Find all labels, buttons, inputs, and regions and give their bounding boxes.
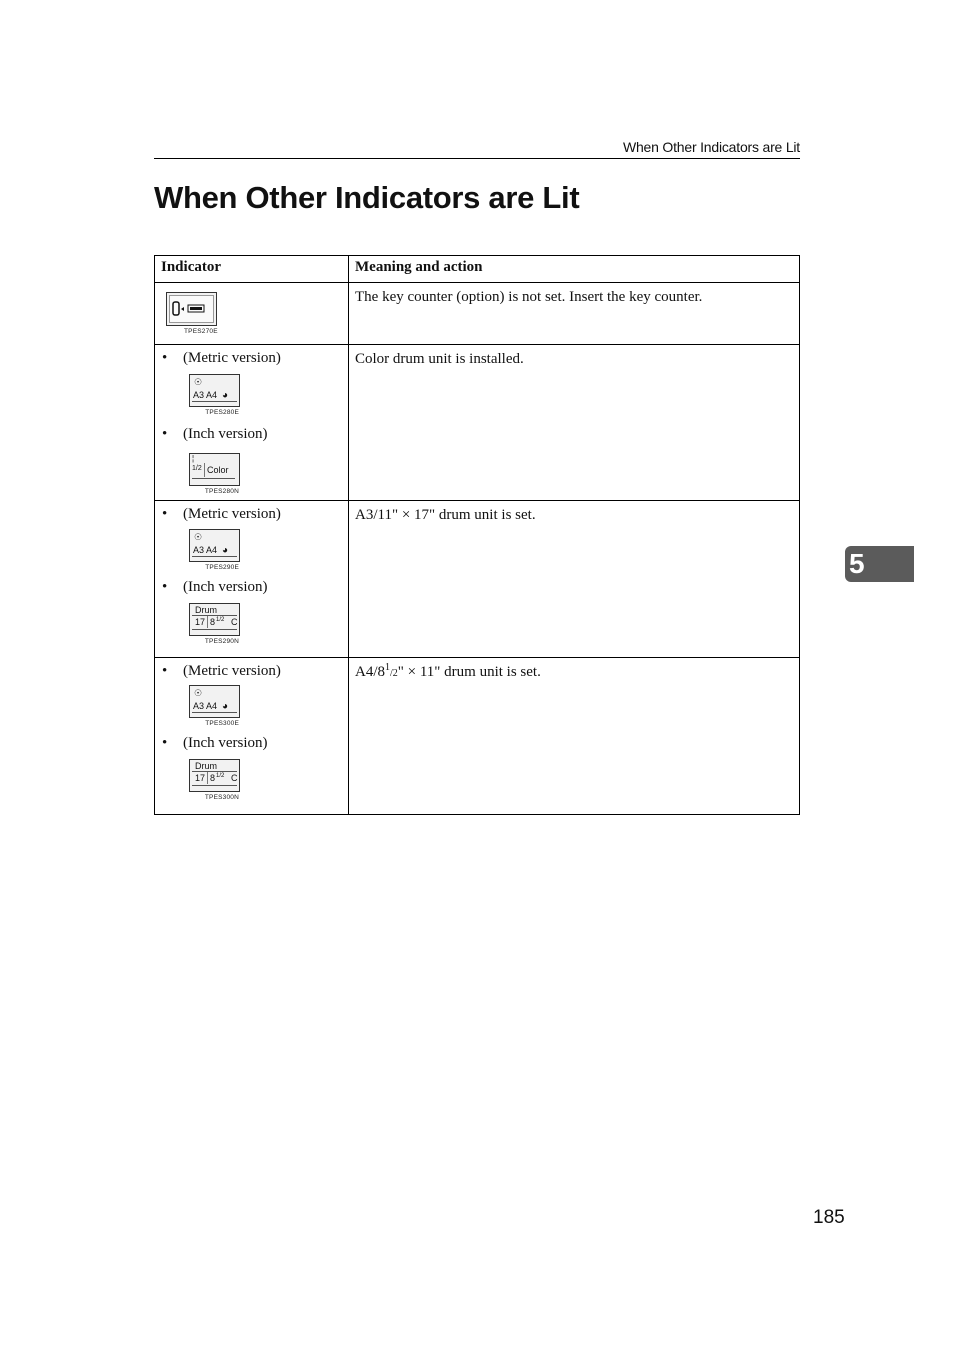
color-drum-icon: ◕ bbox=[222, 390, 229, 401]
size-frac-label: 1/2 bbox=[216, 617, 225, 623]
meaning-cell: Color drum unit is installed. bbox=[349, 345, 800, 501]
color-tail-label: C bbox=[231, 773, 238, 783]
indicator-cell bbox=[155, 501, 349, 658]
figure-code: TPES280E bbox=[205, 409, 239, 416]
figure-code: TPES270E bbox=[184, 328, 218, 335]
paper-size-label: A3 A4 bbox=[193, 701, 218, 711]
page-number: 185 bbox=[813, 1207, 845, 1228]
paper-size-label: A3 A4 bbox=[193, 390, 218, 400]
size-frac-label: 1/2 bbox=[216, 773, 225, 779]
size-8-label: 8 bbox=[210, 617, 216, 627]
figure-code: TPES300N bbox=[204, 794, 239, 801]
drum-label: Drum bbox=[195, 605, 217, 615]
indicator-cell bbox=[155, 658, 349, 815]
size-17-label: 17 bbox=[195, 617, 206, 627]
drum-icon: ☉ bbox=[194, 688, 203, 698]
paper-size-label: A3 A4 bbox=[193, 545, 218, 555]
inch-indicator bbox=[189, 603, 348, 645]
header-indicator: Indicator bbox=[155, 256, 349, 283]
indicator-cell bbox=[155, 283, 349, 345]
meaning-cell: A3/11" × 17" drum unit is set. bbox=[349, 501, 800, 658]
figure-code: TPES280N bbox=[204, 488, 239, 495]
table-row bbox=[155, 345, 800, 501]
header-rule bbox=[154, 158, 800, 159]
drum-icon: ☉ bbox=[194, 532, 203, 542]
indicator-lamp-icon: ¦ bbox=[192, 454, 195, 463]
drum-icon: ☉ bbox=[194, 377, 203, 387]
metric-indicator bbox=[189, 374, 348, 416]
metric-indicator bbox=[189, 529, 348, 571]
color-drum-icon: ◕ bbox=[222, 545, 229, 556]
metric-indicator bbox=[189, 685, 348, 727]
indicator-table bbox=[154, 255, 800, 815]
version-label: • (Inch version) bbox=[155, 424, 348, 444]
table-row bbox=[155, 501, 800, 658]
inch-indicator bbox=[189, 453, 348, 495]
drum-label: Drum bbox=[195, 761, 217, 771]
meaning-sup: 1 bbox=[385, 662, 390, 673]
key-counter-icon bbox=[170, 296, 214, 322]
size-8-label: 8 bbox=[210, 773, 216, 783]
meaning-sub: /2 bbox=[390, 668, 398, 679]
header-meaning: Meaning and action bbox=[349, 256, 800, 283]
meaning-text: A4/8 bbox=[355, 664, 385, 680]
meaning-cell: The key counter (option) is not set. Insert the key counter. bbox=[349, 283, 800, 345]
indicator-cell bbox=[155, 345, 349, 501]
size-17-label: 17 bbox=[195, 773, 206, 783]
running-header: When Other Indicators are Lit bbox=[622, 139, 800, 155]
key-counter-indicator bbox=[166, 292, 348, 335]
chapter-tab[interactable]: 5 bbox=[845, 546, 914, 582]
version-label: • (Metric version) bbox=[155, 348, 348, 368]
version-label: • (Inch version) bbox=[155, 577, 348, 597]
color-label: Color bbox=[207, 465, 229, 475]
table-row bbox=[155, 283, 800, 345]
table-row bbox=[155, 658, 800, 815]
version-label: • (Metric version) bbox=[155, 661, 348, 681]
page-title: When Other Indicators are Lit bbox=[154, 180, 580, 215]
version-label: • (Metric version) bbox=[155, 504, 348, 524]
meaning-text-tail: " × 11" drum unit is set. bbox=[397, 664, 541, 680]
figure-code: TPES290N bbox=[204, 638, 239, 645]
table-header-row bbox=[155, 256, 800, 283]
color-drum-icon: ◕ bbox=[222, 701, 229, 712]
inch-indicator bbox=[189, 759, 348, 801]
paper-size-label: 1/2 bbox=[192, 465, 202, 472]
figure-code: TPES290E bbox=[205, 564, 239, 571]
meaning-cell bbox=[349, 658, 800, 815]
color-tail-label: C bbox=[231, 617, 238, 627]
figure-code: TPES300E bbox=[205, 720, 239, 727]
version-label: • (Inch version) bbox=[155, 733, 348, 753]
